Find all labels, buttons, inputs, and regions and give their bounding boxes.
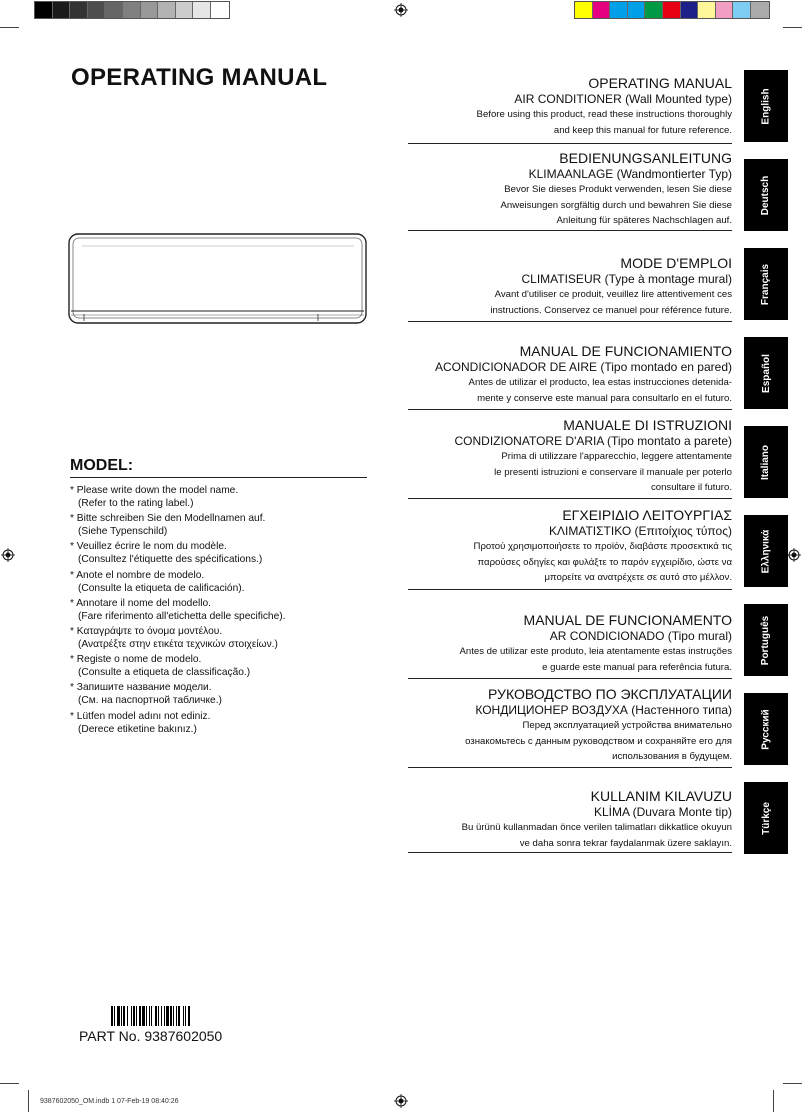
calibration-swatch xyxy=(751,2,769,18)
calibration-swatch xyxy=(733,2,751,18)
registration-mark-icon xyxy=(394,3,408,17)
model-field-line xyxy=(70,477,367,478)
language-block-francais: MODE D'EMPLOI CLIMATISEUR (Type à montage mural) Avant d'utiliser ce produit, veuillez lire attentivement ces instructions. Conservez ce manuel pour référence future. xyxy=(400,255,732,318)
calibration-swatch xyxy=(123,2,141,18)
tab-portugues: Português xyxy=(744,604,788,676)
language-block-ellinika: ΕΓΧΕΙΡΙΔΙΟ ΛΕΙΤΟΥΡΓΙΑΣ ΚΛΙΜΑΤΙΣΤΙΚΟ (Επιτοίχιος τύπος) Προτού χρησιμοποιήσετε το προϊόν, διαβάστε προσεκτικά τις παρούσες οδηγίες και φυλάξτε το παρόν εγχειρίδιο, ώστε να μπορείτε να ανατρέχετε σε αυτό στο μέλλον. xyxy=(400,507,732,586)
registration-mark-icon xyxy=(1,548,15,562)
calibration-swatch xyxy=(35,2,53,18)
crop-mark xyxy=(773,1090,774,1112)
crop-mark xyxy=(28,1090,29,1112)
language-block-turkce: KULLANIM KILAVUZU KLİMA (Duvara Monte tip) Bu ürünü kullanmadan önce verilen talimatları dikkatlice okuyun ve daha sonra tekrar faydalanmak üzere saklayın. xyxy=(400,788,732,851)
air-conditioner-illustration xyxy=(68,233,368,325)
calibration-swatch xyxy=(610,2,628,18)
tab-ellinika: Ελληνικά xyxy=(744,515,788,587)
tab-espanol: Español xyxy=(744,337,788,409)
language-block-deutsch: BEDIENUNGSANLEITUNG KLIMAANLAGE (Wandmontierter Typ) Bevor Sie dieses Produkt verwenden, lesen Sie diese Anweisungen sorgfältig durch und bewahren Sie diese Anleitung für späteres Nachschlagen auf. xyxy=(400,150,732,229)
tab-turkce: Türkçe xyxy=(744,782,788,854)
tab-italiano: Italiano xyxy=(744,426,788,498)
list-item: * Annotare il nome del modello. (Fare riferimento all'etichetta delle specifiche). xyxy=(70,597,286,622)
part-number: PART No. 9387602050 xyxy=(79,1028,223,1044)
calibration-swatch xyxy=(211,2,229,18)
tab-deutsch: Deutsch xyxy=(744,159,788,231)
crop-mark xyxy=(0,27,19,28)
calibration-swatch xyxy=(681,2,699,18)
calibration-swatch xyxy=(158,2,176,18)
calibration-swatch xyxy=(593,2,611,18)
model-notes xyxy=(70,484,370,738)
calibration-swatch xyxy=(716,2,734,18)
registration-mark-icon xyxy=(787,548,801,562)
language-block-english: OPERATING MANUAL AIR CONDITIONER (Wall Mounted type) Before using this product, read these instructions thoroughly and keep this manual for future reference. xyxy=(400,75,732,138)
list-item: * Καταγράψτε το όνομα μοντέλου. (Ανατρέξτε στην ετικέτα τεχνικών στοιχείων.) xyxy=(70,625,278,650)
crop-mark xyxy=(0,1083,19,1084)
calibration-swatch xyxy=(141,2,159,18)
calibration-swatch xyxy=(663,2,681,18)
list-item: * Please write down the model name. (Refer to the rating label.) xyxy=(70,485,239,509)
calibration-swatch xyxy=(193,2,211,18)
language-block-italiano: MANUALE DI ISTRUZIONI CONDIZIONATORE D'ARIA (Tipo montato a parete) Prima di utilizzare l'apparecchio, leggere attentamente le presenti istruzioni e conservare il manuale per poterlo consultare il futuro. xyxy=(400,417,732,496)
calibration-swatch xyxy=(698,2,716,18)
calibration-swatch xyxy=(70,2,88,18)
calibration-swatch xyxy=(628,2,646,18)
calibration-swatch xyxy=(176,2,194,18)
model-heading: MODEL: xyxy=(70,457,134,474)
calibration-swatch xyxy=(575,2,593,18)
barcode xyxy=(111,1006,205,1026)
language-block-russkiy: РУКОВОДСТВО ПО ЭКСПЛУАТАЦИИ КОНДИЦИОНЕР ВОЗДУХА (Настенного типа) Перед эксплуатацией устройства внимательно ознакомьтесь с данным руководством и сохраняйте его для использования в будущем. xyxy=(400,686,732,765)
list-item: * Bitte schreiben Sie den Modellnamen auf. (Siehe Typenschild) xyxy=(70,513,266,538)
file-footer: 9387602050_OM.indb 1 07-Feb-19 08:40:26 xyxy=(40,1098,179,1105)
calibration-swatch xyxy=(53,2,71,18)
calibration-swatch xyxy=(105,2,123,18)
calibration-swatch xyxy=(645,2,663,18)
calibration-swatch xyxy=(88,2,106,18)
language-block-espanol: MANUAL DE FUNCIONAMIENTO ACONDICIONADOR DE AIRE (Tipo montado en pared) Antes de utilizar el producto, lea estas instrucciones detenida- mente y conserve este manual para consultarlo en el futuro. xyxy=(400,343,732,406)
registration-mark-icon xyxy=(394,1094,408,1108)
list-item: * Anote el nombre de modelo. (Consulte la etiqueta de calificación). xyxy=(70,569,245,594)
page-title: OPERATING MANUAL xyxy=(71,64,328,91)
crop-mark xyxy=(783,27,802,28)
list-item: * Registe o nome de modelo. (Consulte a etiqueta de classificação.) xyxy=(70,654,251,679)
crop-mark xyxy=(783,1083,802,1084)
tab-russkiy: Русский xyxy=(744,693,788,765)
color-calibration-strip xyxy=(574,1,770,19)
tab-francais: Français xyxy=(744,248,788,320)
gray-calibration-strip xyxy=(34,1,230,19)
list-item: * Запишите название модели. (См. на паспортной табличке.) xyxy=(70,682,222,707)
tab-english: English xyxy=(744,70,788,142)
list-item: * Lütfen model adını not ediniz. (Derece etiketine bakınız.) xyxy=(70,710,211,735)
language-block-portugues: MANUAL DE FUNCIONAMENTO AR CONDICIONADO (Tipo mural) Antes de utilizar este produto, leia atentamente estas instruções e guarde este manual para referência futura. xyxy=(400,612,732,675)
list-item: * Veuillez écrire le nom du modèle. (Consultez l'étiquette des spécifications.) xyxy=(70,541,263,566)
